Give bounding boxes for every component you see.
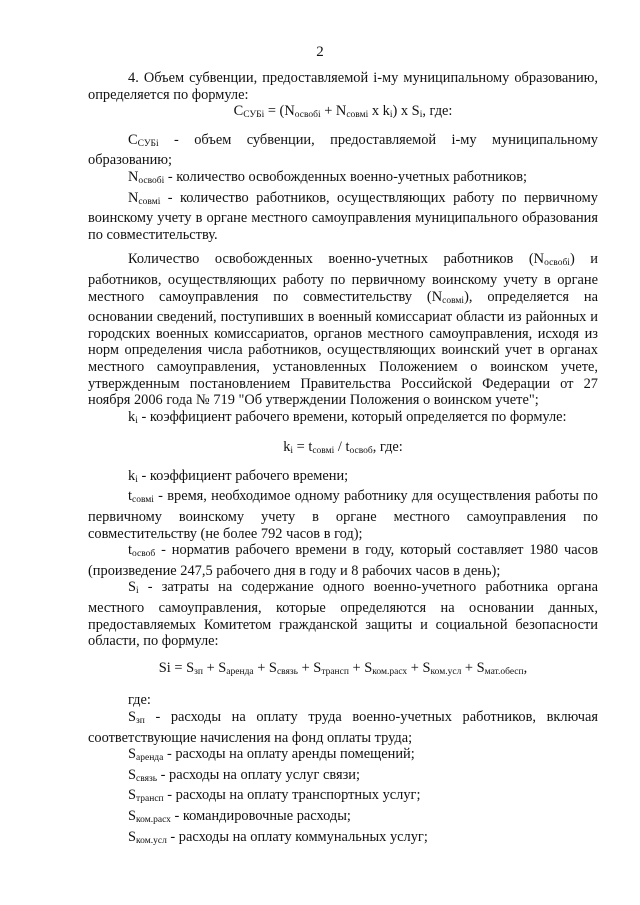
formula-subscript: i (290, 446, 294, 457)
definition-text: - коэффициент рабочего времени, который определяется по формуле: (137, 408, 567, 425)
definition-ki-coef (88, 468, 598, 489)
formula-subscript: трансп (321, 666, 349, 677)
formula-part: + S (348, 659, 373, 676)
definition-s-arenda (88, 746, 598, 767)
formula-part: / t (334, 439, 350, 456)
definition-n-sovm (88, 190, 598, 244)
definition-s-kom-rash (88, 808, 598, 829)
definition-subscript: трансп (136, 794, 164, 805)
definition-symbol: k (128, 408, 136, 425)
definition-text: - количество освобожденных военно-учетных работников; (164, 168, 528, 185)
definition-text: - норматив рабочего времени в году, который составляет 1980 часов (произведение 247,5 рабочего дня в году и 8 рабочих часов в день); (88, 542, 598, 579)
paragraph-text: Количество освобожденных военно-учетных работников (N (128, 251, 545, 268)
formula-part: + S (202, 659, 227, 676)
formula-subscript: освоб (349, 446, 373, 457)
definition-symbol: S (128, 579, 137, 596)
formula-ki (88, 439, 598, 460)
formula-part: = (N (264, 103, 295, 120)
formula-subscript: мат.обесп (484, 666, 524, 677)
definition-subscript: i (136, 586, 139, 597)
definition-subscript: аренда (136, 753, 164, 764)
definition-text: - командировочные расходы; (170, 807, 351, 824)
page-number: 2 (316, 44, 324, 60)
definition-symbol: S (128, 766, 137, 783)
definition-symbol: N (128, 168, 139, 185)
definition-ki (88, 409, 598, 430)
definition-text: - количество работников, осуществляющих работу по первичному воинскому учету в органе местного самоуправления муниципального образования по совместительству. (88, 189, 598, 243)
definition-c-subi (88, 132, 598, 169)
formula-part: ) х S (392, 103, 420, 120)
definition-symbol: С (128, 131, 138, 148)
definition-subscript: освоб (132, 549, 156, 560)
formula-part: х k (368, 103, 390, 120)
formula-subscript: аренда (226, 666, 254, 677)
formula-symbol: k (283, 439, 291, 456)
formula-subscript: совмi (346, 110, 369, 121)
formula-subscript: СУБi (243, 110, 265, 121)
definition-symbol: S (128, 787, 137, 804)
formula-part: + S (407, 659, 431, 676)
formula-si (88, 660, 598, 681)
formula-subscript: совмi (312, 446, 335, 457)
formula-subscript: ком.усл (430, 666, 462, 677)
formula-subscript: зп (194, 666, 203, 677)
definition-text: - расходы на оплату коммунальных услуг; (166, 828, 428, 845)
definition-subscript: i (135, 415, 138, 426)
formula-part: Si = S (158, 659, 195, 676)
formula-part: , где: (422, 103, 453, 120)
paragraph-text: 4. Объем субвенции, предоставляемой i-му муниципальному образованию, определяется по формуле: (88, 70, 598, 103)
definition-text: - расходы на оплату аренды помещений; (163, 746, 415, 763)
definition-subscript: зп (136, 716, 145, 726)
formula-subvention (88, 103, 598, 124)
paragraph-subscript: совмi (442, 295, 465, 306)
definition-symbol: S (128, 828, 137, 845)
formula-part: = t (293, 439, 313, 456)
formula-subscript: освобi (294, 110, 321, 121)
paragraph-worker-count (88, 251, 598, 408)
definition-subscript: связь (136, 773, 158, 784)
formula-part: + S (298, 659, 322, 676)
definition-t-sovm (88, 488, 598, 542)
definition-text: - расходы на оплату услуг связи; (157, 766, 360, 783)
definition-subscript: i (135, 474, 138, 485)
definition-symbol: N (128, 189, 139, 206)
definition-symbol: k (128, 467, 136, 484)
definition-text: - расходы на оплату транспортных услуг; (163, 787, 421, 804)
definition-text: - объем субвенции, предоставляемой i-му муниципальному образованию; (88, 131, 598, 169)
formula-subscript: ком.расх (372, 666, 408, 677)
paragraph-text: ) и работников, осуществляющих работу по первичному воинскому учету в органе местного самоуправления по совместительству (N (88, 251, 599, 305)
definition-text: - время, необходимое одному работнику для осуществления работы по первичному воинскому учету в органе местного самоуправления по совместительству (не более 792 часов в год); (88, 488, 598, 542)
definition-t-osvob (88, 542, 598, 579)
formula-part: + S (253, 659, 277, 676)
definition-si (88, 579, 598, 649)
definition-subscript: совмi (132, 495, 154, 506)
document-body (88, 70, 598, 849)
definition-subscript: совмi (138, 196, 161, 207)
formula-subscript: i (419, 110, 423, 121)
definition-subscript: СУБi (137, 138, 159, 149)
formula-subscript: i (389, 110, 393, 121)
formula-part: + N (320, 103, 347, 120)
definition-symbol: S (128, 746, 137, 763)
definition-s-zp (88, 709, 598, 746)
formula-part: + S (461, 659, 485, 676)
definition-s-svyaz (88, 767, 598, 788)
paragraph-subscript: освобi (544, 258, 570, 269)
formula-part: , где: (372, 439, 403, 456)
definition-s-transp (88, 787, 598, 808)
paragraph-text: ), определяется на основании сведений, поступивших в военный комиссариат области из районных и городских военных комиссариатов, органов местного самоуправления, исходя из норм определения числа работников, осуществляющих воинский учет в органах местного самоуправления, установленных Положением о воинском учете, утвержденным постановлением Правительства Российской Федерации от 27 ноября 2006 года № 719 "Об утверждении Положения о воинском учете"; (88, 288, 598, 409)
where-label: где: (128, 692, 151, 709)
definition-symbol: t (128, 488, 132, 505)
definition-symbol: S (128, 709, 137, 725)
definition-s-kom-usl (88, 829, 598, 850)
definition-subscript: ком.усл (136, 835, 167, 846)
formula-subscript: связь (276, 666, 298, 677)
definition-text: - коэффициент рабочего времени; (137, 467, 349, 484)
definition-text: - расходы на оплату труда военно-учетных работников, включая соответствующие начисления на фонд оплаты труда; (88, 709, 598, 746)
definition-symbol: t (128, 542, 132, 559)
definition-symbol: S (128, 807, 137, 824)
definition-subscript: ком.расх (136, 814, 171, 825)
paragraph-4 (88, 70, 598, 103)
formula-symbol: С (233, 103, 244, 120)
definition-subscript: освобi (138, 175, 165, 186)
definition-text: - затраты на содержание одного военно-учетного работника органа местного самоуправления, которые определяются на основании данных, предоставляемых Комитетом гражданской защиты и социальной безопасности области, по формуле: (88, 579, 598, 650)
formula-part: , (523, 659, 528, 676)
definition-n-osvob (88, 169, 598, 190)
